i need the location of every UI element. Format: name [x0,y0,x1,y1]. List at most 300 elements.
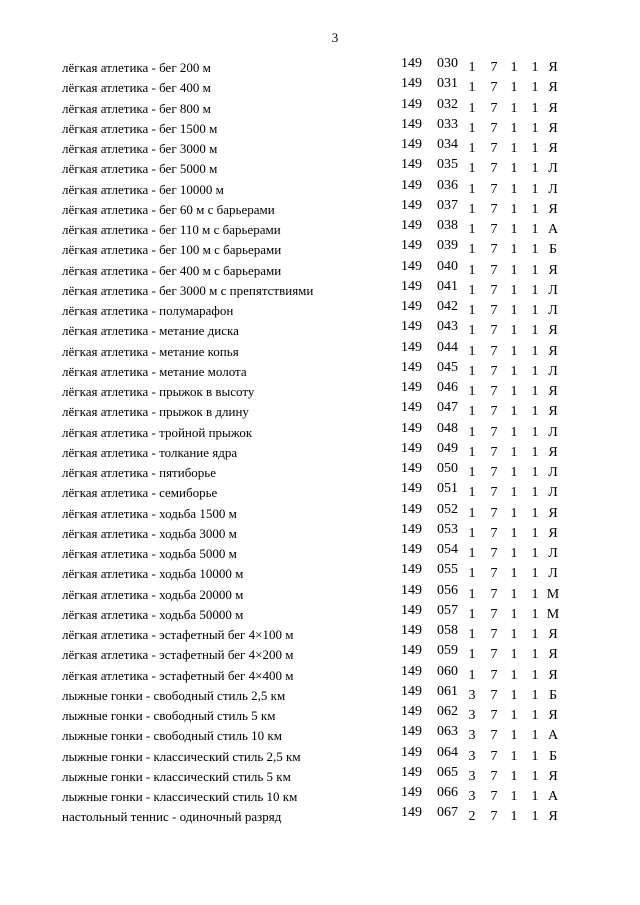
discipline-name: лёгкая атлетика - бег 200 м [62,60,211,75]
code-number: 039 [437,238,458,254]
discipline-name: лёгкая атлетика - бег 800 м [62,100,211,116]
code-digit-4: 1 [531,404,539,420]
code-category: Я [548,60,558,75]
code-digit-3: 1 [510,627,518,642]
code-number: 052 [437,501,458,517]
discipline-name: лёгкая атлетика - пятиборье [62,465,217,480]
code-digit-2: 7 [490,161,498,177]
discipline-name: лёгкая атлетика - толкание ядра [62,444,238,460]
code-digit-1: 1 [468,282,476,298]
code-number: 045 [437,359,458,375]
code-group: 149 [401,744,422,760]
discipline-name: лёгкая атлетика - ходьба 10000 м [62,566,244,582]
code-number: 032 [437,96,458,112]
code-digit-4: 1 [531,424,539,440]
code-category: Я [548,201,558,217]
code-digit-3: 1 [510,161,518,177]
code-digit-1: 1 [468,80,476,96]
code-group: 149 [401,299,422,314]
table-row [62,198,602,218]
discipline-name: лёгкая атлетика - ходьба 50000 м [62,606,244,622]
code-digit-4: 1 [531,60,539,75]
code-digit-2: 7 [490,384,498,399]
code-digit-1: 1 [468,60,476,75]
code-digit-4: 1 [531,606,539,622]
code-digit-2: 7 [490,262,498,278]
code-digit-3: 1 [510,465,518,480]
code-number: 066 [437,785,458,800]
discipline-name: лёгкая атлетика - бег 3000 м с препятствиями [62,282,314,298]
discipline-name: лёгкая атлетика - эстафетный бег 4×400 м [62,667,294,683]
code-digit-4: 1 [531,485,539,501]
table-row [62,603,602,623]
code-number: 053 [437,521,458,537]
code-digit-4: 1 [531,647,539,663]
code-digit-4: 1 [531,323,539,339]
code-number: 059 [437,643,458,659]
code-group: 149 [401,258,422,274]
code-digit-1: 1 [468,303,476,318]
code-digit-4: 1 [531,505,539,521]
code-digit-3: 1 [510,363,518,379]
code-digit-2: 7 [490,465,498,480]
table-row [62,562,602,582]
code-digit-1: 1 [468,222,476,237]
table-row [62,299,602,319]
code-group: 149 [401,461,422,476]
code-digit-4: 1 [531,181,539,197]
code-group: 149 [401,562,422,578]
code-number: 033 [437,116,458,132]
table-row [62,745,602,765]
code-digit-4: 1 [531,262,539,278]
code-category: Я [548,262,558,278]
code-category: Я [548,708,558,723]
table-row [62,623,602,643]
discipline-name: лыжные гонки - свободный стиль 2,5 км [62,687,286,703]
code-category: Я [548,627,558,642]
code-category: Я [548,404,558,420]
code-digit-1: 1 [468,566,476,582]
code-digit-2: 7 [490,242,498,258]
code-group: 149 [401,359,422,375]
code-number: 051 [437,481,458,497]
code-number: 061 [437,683,458,699]
code-category: А [547,789,559,804]
code-digit-3: 1 [510,566,518,582]
code-digit-1: 1 [468,424,476,440]
code-digit-1: 1 [468,485,476,501]
code-category: Б [548,242,558,258]
code-category: Б [548,748,558,764]
code-digit-1: 1 [468,384,476,399]
code-digit-1: 1 [468,525,476,541]
code-digit-2: 7 [490,363,498,379]
discipline-name: лёгкая атлетика - ходьба 20000 м [62,586,244,602]
code-digit-4: 1 [531,363,539,379]
code-digit-4: 1 [531,748,539,764]
discipline-name: лыжные гонки - свободный стиль 10 км [62,728,282,744]
code-number: 067 [437,805,458,821]
code-digit-1: 1 [468,181,476,197]
table-row [62,76,602,96]
code-digit-3: 1 [510,80,518,96]
code-number: 035 [437,157,458,173]
discipline-name: лёгкая атлетика - бег 400 м с барьерами [62,262,282,278]
code-digit-4: 1 [531,789,539,804]
code-digit-4: 1 [531,343,539,359]
code-group: 149 [401,724,422,740]
code-group: 149 [401,56,422,71]
code-digit-1: 1 [468,343,476,359]
code-number: 030 [437,56,458,71]
table-row [62,238,602,258]
code-digit-4: 1 [531,465,539,480]
code-group: 149 [401,76,422,92]
discipline-name: лёгкая атлетика - ходьба 5000 м [62,546,237,561]
code-digit-2: 7 [490,566,498,582]
code-category: Я [548,768,558,784]
code-digit-3: 1 [510,303,518,318]
table-row [62,178,602,198]
code-digit-2: 7 [490,343,498,359]
code-digit-4: 1 [531,627,539,642]
code-digit-1: 3 [468,687,476,703]
code-digit-3: 1 [510,60,518,75]
code-digit-4: 1 [531,222,539,237]
code-group: 149 [401,238,422,254]
table-row [62,117,602,137]
code-digit-3: 1 [510,485,518,501]
discipline-name: лёгкая атлетика - бег 3000 м [62,141,218,156]
code-digit-3: 1 [510,789,518,804]
code-digit-2: 7 [490,424,498,440]
code-digit-2: 7 [490,687,498,703]
table-row [62,360,602,380]
code-digit-3: 1 [510,667,518,683]
code-digit-4: 1 [531,546,539,561]
code-group: 149 [401,704,422,719]
code-digit-3: 1 [510,809,518,825]
code-digit-4: 1 [531,303,539,318]
code-digit-4: 1 [531,809,539,825]
discipline-name: лёгкая атлетика - семиборье [62,485,218,501]
code-category: Я [548,100,558,116]
discipline-name: лёгкая атлетика - эстафетный бег 4×100 м [62,627,294,642]
code-digit-4: 1 [531,201,539,217]
code-digit-1: 1 [468,242,476,258]
code-digit-3: 1 [510,728,518,744]
code-group: 149 [401,663,422,679]
code-digit-1: 1 [468,201,476,217]
code-digit-2: 7 [490,60,498,75]
code-digit-2: 7 [490,728,498,744]
discipline-name: лёгкая атлетика - прыжок в длину [62,404,249,420]
discipline-name: лёгкая атлетика - бег 5000 м [62,161,218,177]
code-digit-2: 7 [490,505,498,521]
table-row [62,137,602,157]
table-row [62,461,602,481]
code-category: Я [548,323,558,339]
table-row [62,502,602,522]
code-digit-3: 1 [510,384,518,399]
code-digit-2: 7 [490,809,498,825]
code-category: Я [548,505,558,521]
discipline-name: лёгкая атлетика - метание диска [62,323,239,339]
code-category: Л [548,566,558,582]
code-category: А [547,222,559,237]
code-category: Л [548,282,558,298]
code-number: 031 [437,76,458,92]
code-digit-3: 1 [510,100,518,116]
discipline-name: лёгкая атлетика - бег 110 м с барьерами [62,222,281,237]
code-category: Я [548,141,558,156]
table-row [62,400,602,420]
code-category: Я [548,120,558,136]
code-group: 149 [401,542,422,557]
code-number: 043 [437,319,458,335]
table-row [62,441,602,461]
code-group: 149 [401,501,422,517]
code-digit-3: 1 [510,141,518,156]
table-row [62,340,602,360]
code-digit-4: 1 [531,444,539,460]
code-digit-4: 1 [531,768,539,784]
code-digit-3: 1 [510,242,518,258]
code-digit-4: 1 [531,141,539,156]
code-digit-1: 1 [468,465,476,480]
code-group: 149 [401,400,422,416]
table-row [62,684,602,704]
table-row [62,421,602,441]
discipline-name: лёгкая атлетика - бег 400 м [62,80,211,96]
table-row [62,97,602,117]
code-digit-2: 7 [490,444,498,460]
code-number: 044 [437,339,458,355]
code-digit-1: 1 [468,100,476,116]
code-number: 062 [437,704,458,719]
code-digit-2: 7 [490,100,498,116]
code-number: 049 [437,440,458,456]
code-category: Я [548,667,558,683]
code-digit-3: 1 [510,647,518,663]
code-digit-3: 1 [510,768,518,784]
code-digit-2: 7 [490,201,498,217]
code-number: 057 [437,602,458,618]
code-digit-3: 1 [510,343,518,359]
code-digit-3: 1 [510,120,518,136]
code-group: 149 [401,218,422,233]
code-digit-3: 1 [510,505,518,521]
discipline-name: лёгкая атлетика - бег 100 м с барьерами [62,242,282,258]
code-digit-1: 1 [468,120,476,136]
code-digit-2: 7 [490,647,498,663]
code-category: Л [548,546,558,561]
code-number: 063 [437,724,458,740]
code-digit-2: 7 [490,80,498,96]
code-digit-3: 1 [510,546,518,561]
code-number: 058 [437,623,458,638]
code-group: 149 [401,643,422,659]
code-category: Я [548,80,558,96]
code-category: Я [548,525,558,541]
code-group: 149 [401,339,422,355]
code-digit-3: 1 [510,323,518,339]
code-digit-2: 7 [490,768,498,784]
code-digit-2: 7 [490,303,498,318]
code-digit-1: 3 [468,768,476,784]
code-digit-3: 1 [510,687,518,703]
table-row [62,664,602,684]
code-digit-1: 3 [468,789,476,804]
code-digit-1: 1 [468,141,476,156]
code-category: Л [548,181,558,197]
discipline-name: лёгкая атлетика - полумарафон [62,303,234,318]
code-group: 149 [401,481,422,497]
code-group: 149 [401,157,422,173]
table-row [62,765,602,785]
page-number: 3 [331,30,339,45]
discipline-table [62,56,602,826]
code-digit-4: 1 [531,120,539,136]
code-group: 149 [401,440,422,456]
code-number: 054 [437,542,458,557]
code-digit-2: 7 [490,181,498,197]
code-digit-1: 2 [468,809,476,825]
table-row [62,643,602,663]
code-digit-3: 1 [510,282,518,298]
code-digit-1: 1 [468,546,476,561]
code-group: 149 [401,521,422,537]
code-digit-3: 1 [510,586,518,602]
code-number: 036 [437,177,458,193]
code-digit-4: 1 [531,100,539,116]
code-digit-2: 7 [490,323,498,339]
code-group: 149 [401,582,422,598]
code-number: 065 [437,764,458,780]
code-digit-4: 1 [531,687,539,703]
code-number: 056 [437,582,458,598]
code-digit-3: 1 [510,404,518,420]
code-digit-2: 7 [490,282,498,298]
discipline-name: настольный теннис - одиночный разряд [62,809,282,825]
code-number: 060 [437,663,458,679]
code-digit-1: 1 [468,627,476,642]
code-number: 040 [437,258,458,274]
code-digit-1: 1 [468,363,476,379]
code-digit-3: 1 [510,708,518,723]
code-group: 149 [401,197,422,213]
code-digit-4: 1 [531,242,539,258]
code-digit-1: 1 [468,586,476,602]
code-category: М [546,586,560,602]
code-digit-4: 1 [531,586,539,602]
discipline-name: лёгкая атлетика - бег 10000 м [62,181,224,197]
code-digit-3: 1 [510,606,518,622]
table-row [62,259,602,279]
code-digit-4: 1 [531,384,539,399]
code-category: Я [548,384,558,399]
code-digit-2: 7 [490,627,498,642]
code-digit-4: 1 [531,525,539,541]
table-row [62,380,602,400]
discipline-name: лёгкая атлетика - тройной прыжок [62,424,253,440]
code-number: 047 [437,400,458,416]
code-digit-1: 1 [468,404,476,420]
code-group: 149 [401,602,422,618]
discipline-name: лёгкая атлетика - ходьба 1500 м [62,505,237,521]
code-category: Б [548,687,558,703]
code-number: 041 [437,278,458,294]
code-number: 048 [437,420,458,436]
code-digit-2: 7 [490,708,498,723]
code-group: 149 [401,116,422,132]
code-digit-1: 1 [468,606,476,622]
table-row [62,724,602,744]
code-digit-4: 1 [531,161,539,177]
code-group: 149 [401,764,422,780]
code-digit-3: 1 [510,201,518,217]
discipline-name: лёгкая атлетика - эстафетный бег 4×200 м [62,647,294,663]
code-digit-1: 1 [468,262,476,278]
code-category: А [547,728,559,744]
code-digit-2: 7 [490,606,498,622]
code-number: 064 [437,744,458,760]
code-group: 149 [401,683,422,699]
code-digit-2: 7 [490,141,498,156]
code-digit-4: 1 [531,566,539,582]
discipline-name: лёгкая атлетика - ходьба 3000 м [62,525,237,541]
code-digit-3: 1 [510,181,518,197]
code-category: Л [548,161,558,177]
discipline-name: лёгкая атлетика - метание молота [62,363,247,379]
code-digit-2: 7 [490,120,498,136]
code-digit-3: 1 [510,748,518,764]
code-number: 046 [437,380,458,395]
code-group: 149 [401,420,422,436]
code-digit-3: 1 [510,525,518,541]
code-digit-4: 1 [531,728,539,744]
table-row [62,157,602,177]
table-row [62,522,602,542]
discipline-name: лыжные гонки - классический стиль 2,5 км [62,748,301,764]
code-category: Я [548,444,558,460]
code-digit-2: 7 [490,748,498,764]
code-group: 149 [401,380,422,395]
code-digit-2: 7 [490,222,498,237]
code-digit-1: 1 [468,647,476,663]
code-group: 149 [401,785,422,800]
code-digit-2: 7 [490,546,498,561]
code-group: 149 [401,177,422,193]
code-category: Я [548,809,558,825]
discipline-name: лёгкая атлетика - прыжок в высоту [62,384,255,399]
discipline-name: лыжные гонки - классический стиль 10 км [62,789,298,804]
code-digit-1: 1 [468,161,476,177]
table-row [62,583,602,603]
table-row [62,279,602,299]
code-digit-1: 1 [468,323,476,339]
table-row [62,218,602,238]
code-digit-2: 7 [490,789,498,804]
code-digit-1: 1 [468,667,476,683]
table-row [62,704,602,724]
code-category: Л [548,465,558,480]
discipline-name: лыжные гонки - свободный стиль 5 км [62,708,276,723]
code-group: 149 [401,137,422,152]
code-digit-2: 7 [490,404,498,420]
table-row [62,481,602,501]
